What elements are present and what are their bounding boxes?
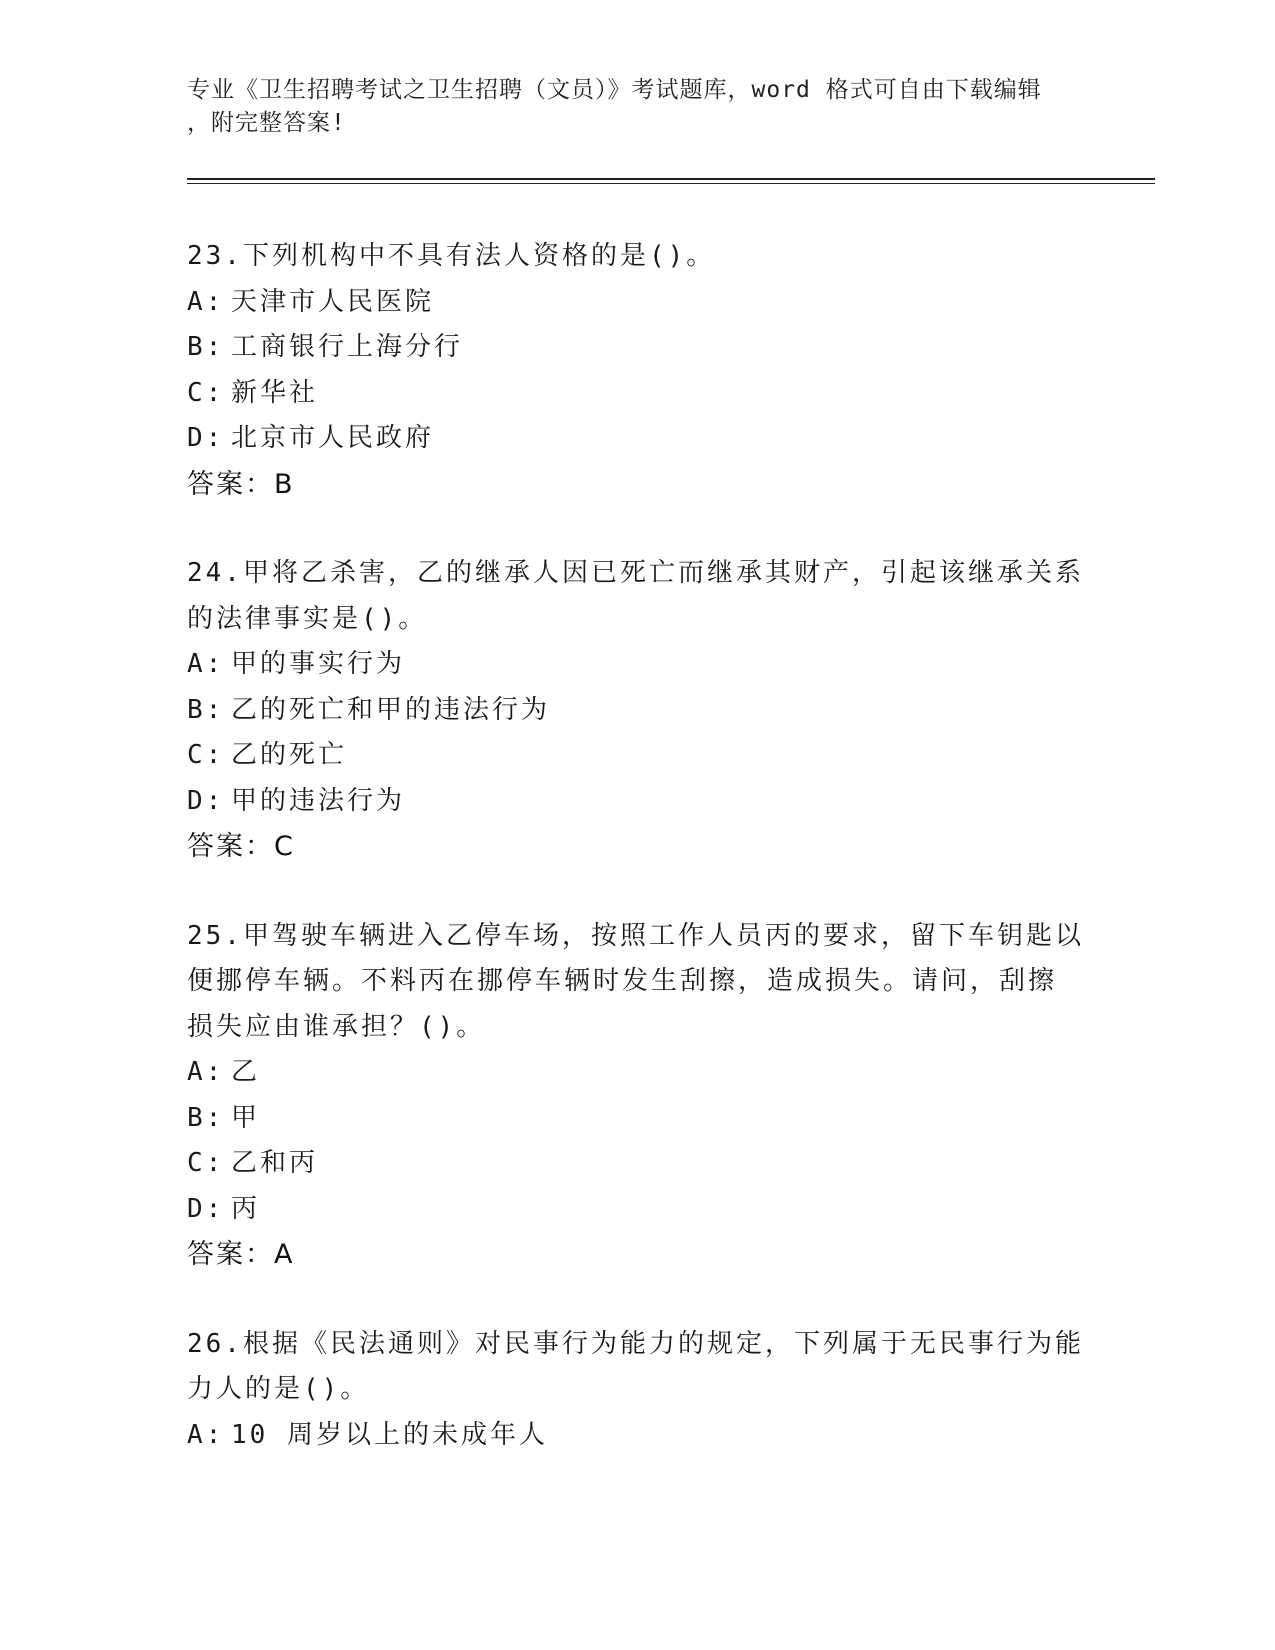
option-text: 甲 bbox=[231, 1102, 261, 1133]
option-text: 新华社 bbox=[231, 377, 319, 408]
answer-line: 答案：A bbox=[187, 1239, 295, 1270]
question-stem-line: 力人的是()。 bbox=[187, 1374, 370, 1404]
option-text: 甲的事实行为 bbox=[231, 649, 406, 679]
document-header bbox=[187, 74, 1067, 140]
option-b bbox=[187, 688, 1087, 734]
header-divider-thin bbox=[187, 183, 1155, 184]
question-26 bbox=[187, 1322, 1087, 1459]
header-line-2: ，附完整答案! bbox=[187, 110, 346, 136]
option-d bbox=[187, 416, 1087, 462]
option-letter: B: bbox=[187, 1102, 225, 1133]
option-text: 天津市人民医院 bbox=[231, 286, 435, 317]
question-stem-line: 24.甲将乙杀害，乙的继承人因已死亡而继承其财产，引起该继承关系 bbox=[187, 558, 1084, 588]
option-text: 乙和丙 bbox=[231, 1148, 319, 1178]
option-letter: A: bbox=[187, 1419, 225, 1450]
question-stem-line: 25.甲驾驶车辆进入乙停车场，按照工作人员丙的要求，留下车钥匙以 bbox=[187, 920, 1084, 951]
question-23 bbox=[187, 234, 1087, 507]
question-25 bbox=[187, 914, 1087, 1278]
option-text: 工商银行上海分行 bbox=[231, 332, 464, 362]
option-c bbox=[187, 371, 1087, 417]
option-letter: C: bbox=[187, 1148, 225, 1178]
option-letter: D: bbox=[187, 1193, 225, 1224]
option-d bbox=[187, 1187, 1087, 1233]
option-d bbox=[187, 779, 1087, 825]
option-text: 乙的死亡 bbox=[231, 740, 348, 770]
option-letter: A: bbox=[187, 286, 225, 317]
option-letter: A: bbox=[187, 1057, 225, 1087]
option-b bbox=[187, 1096, 1087, 1142]
option-letter: B: bbox=[187, 694, 225, 725]
question-24 bbox=[187, 551, 1087, 870]
option-a bbox=[187, 280, 1087, 326]
option-letter: D: bbox=[187, 423, 225, 453]
option-letter: D: bbox=[187, 785, 225, 816]
option-a bbox=[187, 642, 1087, 688]
option-c bbox=[187, 733, 1087, 779]
option-text: 乙 bbox=[231, 1057, 261, 1087]
option-a bbox=[187, 1413, 1087, 1459]
question-stem: 23.下列机构中不具有法人资格的是()。 bbox=[187, 241, 716, 271]
answer-line: 答案：C bbox=[187, 831, 295, 862]
question-stem-line: 便挪停车辆。不料丙在挪停车辆时发生刮擦，造成损失。请问，刮擦 bbox=[187, 966, 1058, 996]
option-text: 10 周岁以上的未成年人 bbox=[231, 1419, 548, 1450]
header-divider-thick bbox=[187, 178, 1155, 180]
option-text: 乙的死亡和甲的违法行为 bbox=[231, 694, 551, 725]
option-text: 北京市人民政府 bbox=[231, 423, 435, 453]
option-letter: B: bbox=[187, 332, 225, 362]
question-list bbox=[187, 234, 1087, 1502]
option-c bbox=[187, 1141, 1087, 1187]
header-line-1: 专业《卫生招聘考试之卫生招聘（文员）》考试题库，word 格式可自由下载编辑 bbox=[187, 77, 1042, 103]
option-a bbox=[187, 1050, 1087, 1096]
option-text: 丙 bbox=[231, 1193, 261, 1224]
question-stem-line: 的法律事实是()。 bbox=[187, 603, 428, 634]
question-stem-line: 26.根据《民法通则》对民事行为能力的规定，下列属于无民事行为能 bbox=[187, 1328, 1084, 1359]
option-letter: C: bbox=[187, 377, 225, 408]
option-text: 甲的违法行为 bbox=[231, 785, 406, 816]
answer-line: 答案：B bbox=[187, 468, 295, 500]
question-stem-line: 损失应由谁承担？()。 bbox=[187, 1011, 486, 1042]
option-b bbox=[187, 325, 1087, 371]
option-letter: C: bbox=[187, 740, 225, 770]
option-letter: A: bbox=[187, 649, 225, 679]
